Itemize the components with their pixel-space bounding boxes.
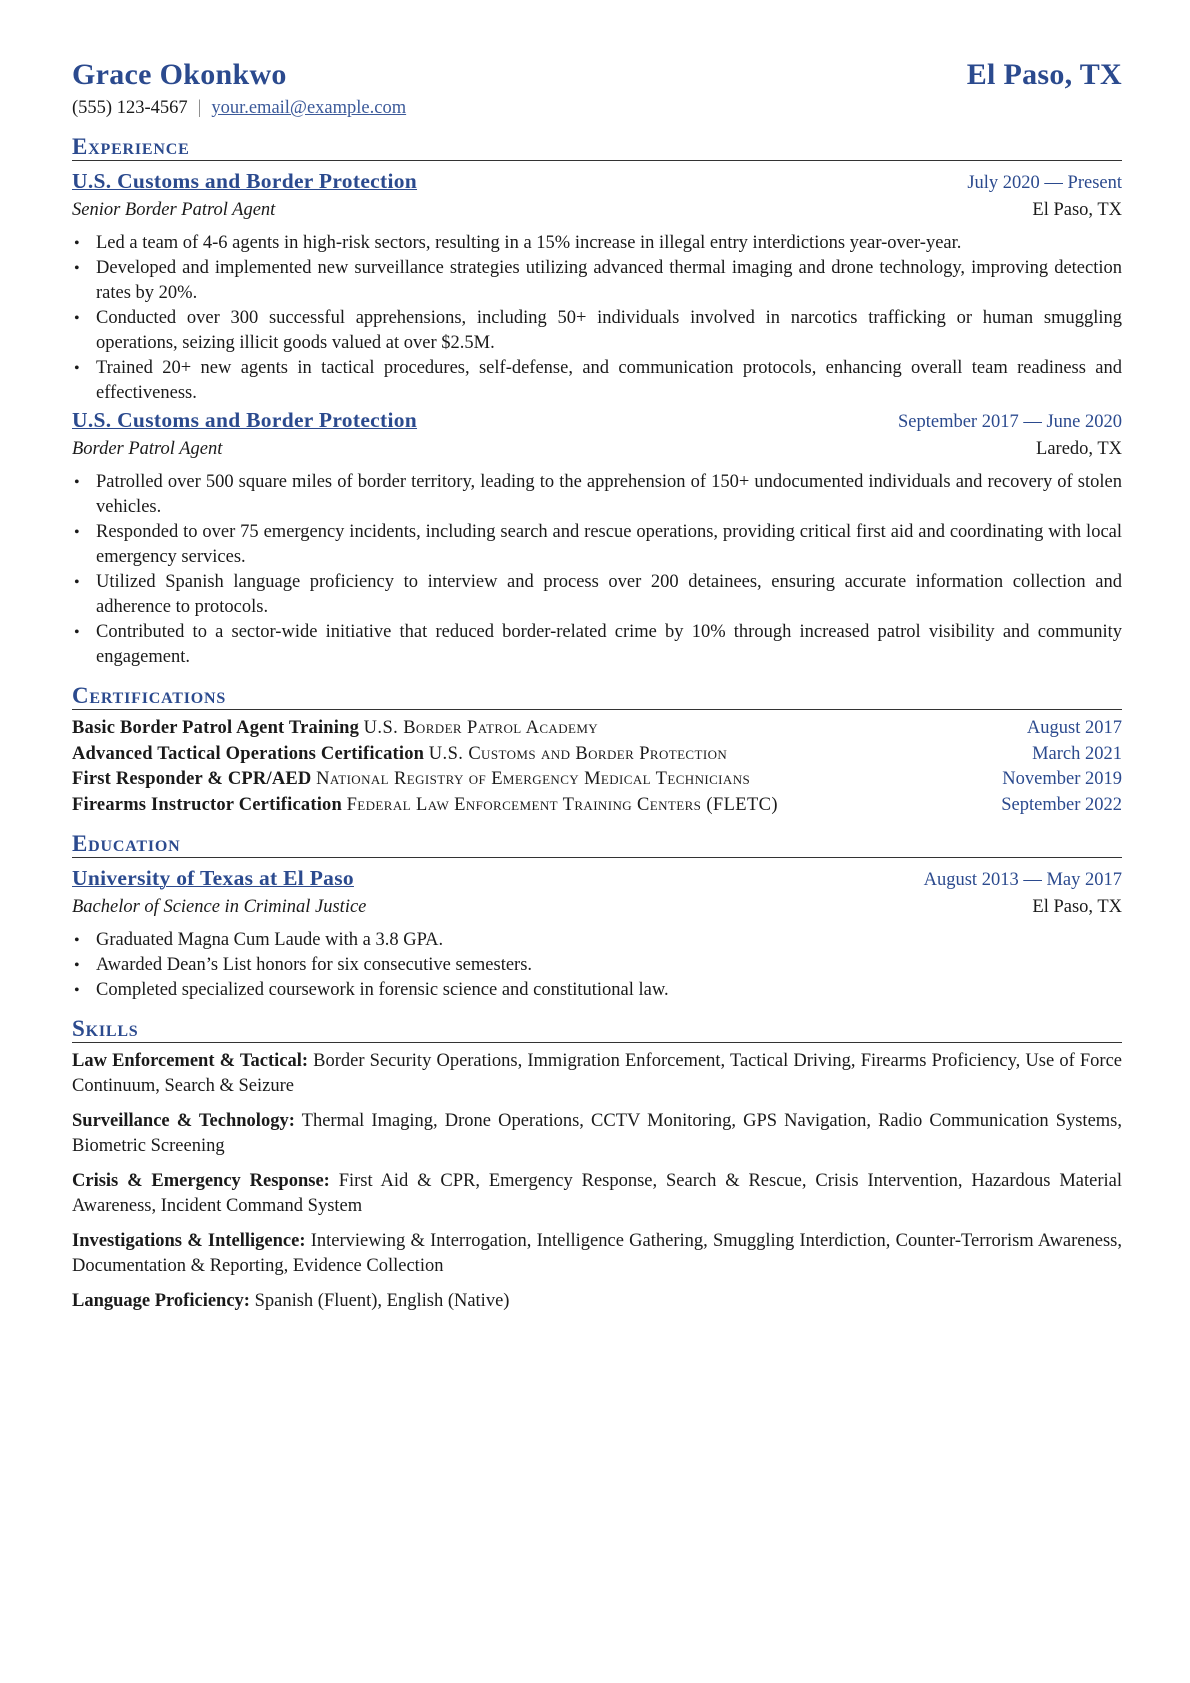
section-title-experience: Experience (72, 133, 1122, 161)
skill-group-values: Thermal Imaging, Drone Operations, CCTV Monitoring, GPS Navigation, Radio Communication Systems, Biometric Screening (72, 1111, 1122, 1156)
skill-group-label: Surveillance & Technology: (72, 1111, 295, 1131)
education-highlight-item: • Graduated Magna Cum Laude with a 3.8 GPA. (96, 928, 1122, 953)
skill-group-label: Investigations & Intelligence: (72, 1231, 306, 1251)
certification-name: Firearms Instructor Certification (72, 794, 342, 815)
achievement-item: • Responded to over 75 emergency incidents, including search and rescue operations, providing critical first aid and coordinating with local emergency services. (96, 520, 1122, 570)
certification-issuer: National Registry of Emergency Medical Technicians (316, 769, 751, 789)
achievement-item: • Contributed to a sector-wide initiative that reduced border-related crime by 10% through increased patrol visibility and community engagement. (96, 620, 1122, 670)
skill-group (72, 1169, 1122, 1219)
achievement-list (72, 231, 1122, 406)
certification-list (72, 716, 1122, 818)
experience-entry (72, 167, 1122, 406)
employment-dates: September 2017 — June 2020 (897, 412, 1122, 432)
skill-group-label: Law Enforcement & Tactical: (72, 1051, 309, 1071)
employer-link[interactable]: U.S. Customs and Border Protection (72, 169, 418, 193)
job-title: Senior Border Patrol Agent (72, 200, 276, 220)
certification-item (72, 716, 1122, 742)
achievement-list (72, 470, 1122, 670)
achievement-item: • Developed and implemented new surveillance strategies utilizing advanced thermal imaging and drone technology, improving detection rates by 20%. (96, 256, 1122, 306)
education-dates: August 2013 — May 2017 (923, 870, 1122, 890)
certification-issuer: Federal Law Enforcement Training Centers (FLETC) (346, 794, 778, 815)
section-title-skills: Skills (72, 1015, 1122, 1043)
phone-number: (555) 123-4567 (72, 98, 188, 118)
certification-name: Basic Border Patrol Agent Training (72, 718, 360, 738)
certification-issuer: U.S. Border Patrol Academy (363, 718, 599, 738)
education-highlight-item: • Awarded Dean’s List honors for six consecutive semesters. (96, 953, 1122, 978)
resume-header (72, 58, 1122, 92)
skills-list (72, 1049, 1122, 1314)
certification-item (72, 767, 1122, 793)
skill-group-values: Border Security Operations, Immigration Enforcement, Tactical Driving, Firearms Proficiency, Use of Force Continuum, Search & Seizure (72, 1051, 1122, 1096)
certification-item (72, 793, 1122, 819)
achievement-item: • Trained 20+ new agents in tactical procedures, self-defense, and communication protocols, enhancing overall team readiness and effectiveness. (96, 356, 1122, 406)
certification-issuer: U.S. Customs and Border Protection (428, 743, 728, 764)
certification-item (72, 742, 1122, 768)
certification-name: Advanced Tactical Operations Certification (72, 743, 425, 764)
degree: Bachelor of Science in Criminal Justice (72, 897, 367, 917)
achievement-item: • Utilized Spanish language proficiency to interview and process over 200 detainees, ensuring accurate information collection and adherence to protocols. (96, 570, 1122, 620)
section-title-certifications: Certifications (72, 682, 1122, 710)
certification-date: September 2022 (1001, 794, 1122, 815)
skill-group-label: Crisis & Emergency Response: (72, 1171, 330, 1191)
employer-link[interactable]: U.S. Customs and Border Protection (72, 408, 418, 432)
section-title-education: Education (72, 830, 1122, 858)
skill-group (72, 1229, 1122, 1279)
skill-group (72, 1049, 1122, 1099)
experience-entry (72, 406, 1122, 670)
education-highlight-item: • Completed specialized coursework in forensic science and constitutional law. (96, 978, 1122, 1003)
job-title: Border Patrol Agent (72, 439, 223, 459)
skill-group (72, 1109, 1122, 1159)
certification-date: March 2021 (1032, 743, 1122, 764)
school-location: El Paso, TX (1032, 897, 1122, 917)
certification-name: First Responder & CPR/AED (72, 769, 312, 789)
education-highlights (72, 928, 1122, 1003)
certification-date: November 2019 (1002, 769, 1122, 789)
certification-date: August 2017 (1026, 718, 1122, 738)
skill-group-values: First Aid & CPR, Emergency Response, Search & Rescue, Crisis Intervention, Hazardous Material Awareness, Incident Command System (72, 1171, 1122, 1216)
skill-group-label: Language Proficiency: (72, 1291, 250, 1311)
achievement-item: • Conducted over 300 successful apprehensions, including 50+ individuals involved in narcotics trafficking or human smuggling operations, seizing illicit goods valued at over $2.5M. (96, 306, 1122, 356)
achievement-item: • Led a team of 4-6 agents in high-risk sectors, resulting in a 15% increase in illegal entry interdictions year-over-year. (96, 231, 1122, 256)
employment-dates: July 2020 — Present (967, 173, 1122, 193)
achievement-item: • Patrolled over 500 square miles of border territory, leading to the apprehension of 150+ undocumented individuals and recovery of stolen vehicles. (96, 470, 1122, 520)
candidate-name: Grace Okonkwo (72, 58, 287, 91)
candidate-location: El Paso, TX (966, 58, 1122, 91)
job-location: El Paso, TX (1032, 200, 1122, 220)
school-link[interactable]: University of Texas at El Paso (72, 866, 354, 890)
education-entry (72, 864, 1122, 1003)
skill-group-values: Interviewing & Interrogation, Intelligence Gathering, Smuggling Interdiction, Counter-Terrorism Awareness, Documentation & Reporting, Evidence Collection (72, 1231, 1122, 1276)
skill-group (72, 1289, 1122, 1314)
email-link[interactable]: your.email@example.com (211, 98, 407, 118)
job-location: Laredo, TX (1036, 439, 1122, 459)
resume-page (72, 58, 1122, 1314)
skill-group-values: Spanish (Fluent), English (Native) (254, 1291, 510, 1311)
contact-line (72, 98, 1122, 119)
contact-separator: | (197, 98, 202, 118)
